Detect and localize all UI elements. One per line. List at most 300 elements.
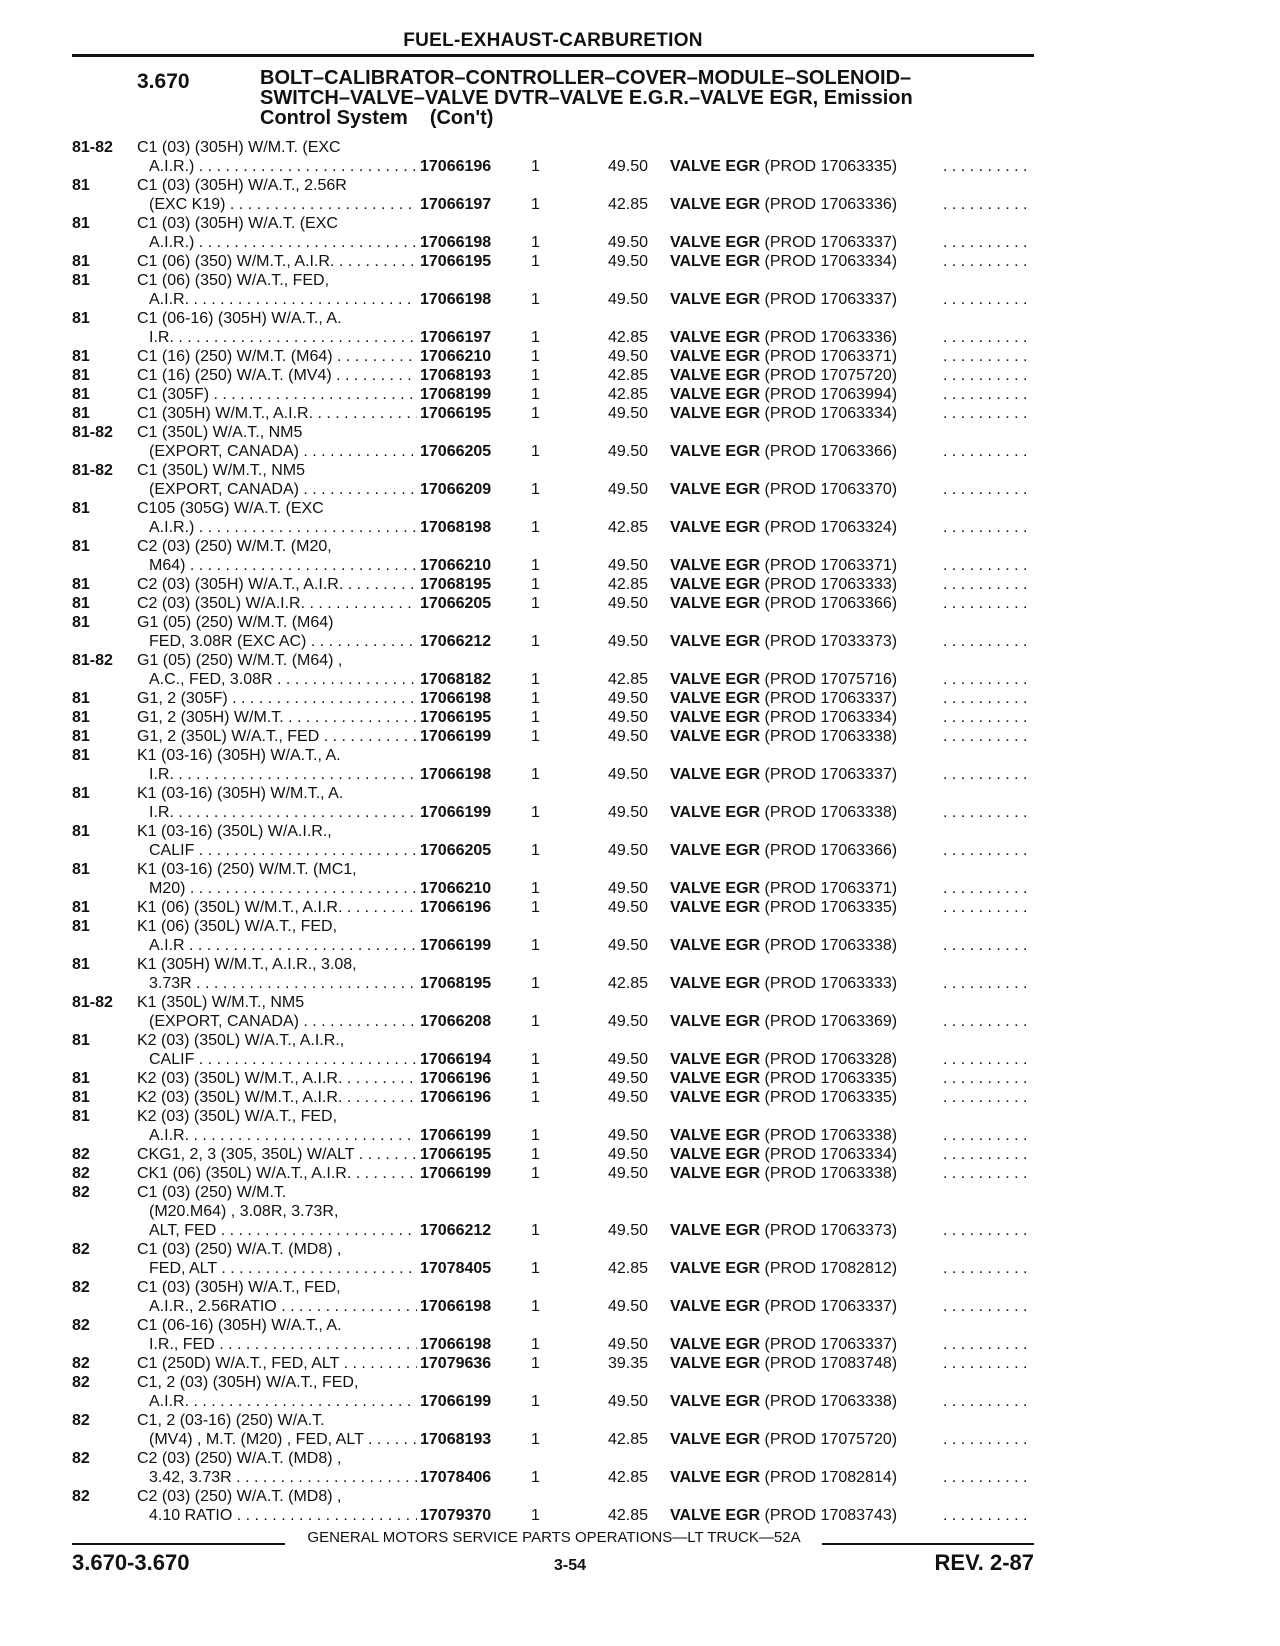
part-number: 17068198 xyxy=(420,519,492,536)
price: 49.50 xyxy=(607,1089,648,1106)
application-description: K1 (06) (350L) W/M.T., A.I.R. . . . xyxy=(137,898,417,917)
part-name: VALVE EGR xyxy=(670,728,761,745)
part-number: 17079370 xyxy=(420,1507,492,1524)
leader-dots xyxy=(943,518,1031,537)
leader-dots xyxy=(943,898,1031,917)
part-description xyxy=(670,1506,897,1525)
part-description xyxy=(670,518,897,537)
leader-dots xyxy=(943,1430,1031,1449)
model-year: 82 xyxy=(72,1355,90,1372)
model-year: 81 xyxy=(72,1070,90,1087)
application-description: A.I.R.) . . . xyxy=(149,157,417,176)
part-number: 17066210 xyxy=(420,880,492,897)
application-description: G1, 2 (350L) W/A.T., FED . . . xyxy=(137,727,417,746)
part-number: 17066199 xyxy=(420,1127,492,1144)
list-item xyxy=(0,784,1280,822)
list-item-line xyxy=(0,651,1280,670)
part-number: 17079636 xyxy=(420,1355,492,1372)
list-item xyxy=(0,1354,1280,1373)
model-year: 82 xyxy=(72,1374,90,1391)
list-item-line xyxy=(0,1145,1280,1164)
part-name: VALVE EGR xyxy=(670,234,761,251)
prod-reference: (PROD 17063373) xyxy=(764,1222,898,1239)
price: 42.85 xyxy=(607,671,648,688)
part-description xyxy=(670,157,897,176)
list-item xyxy=(0,708,1280,727)
application-description: A.I.R. . . . xyxy=(149,1126,417,1145)
price: 42.85 xyxy=(607,367,648,384)
prod-reference: (PROD 17063335) xyxy=(764,158,898,175)
application-description: CALIF . . . xyxy=(149,1050,417,1069)
leader-dots xyxy=(943,1221,1031,1240)
list-item-line xyxy=(0,803,1280,822)
application-description: I.R. . . . xyxy=(149,328,417,347)
quantity: 1 xyxy=(531,899,540,916)
model-year: 81 xyxy=(72,1108,90,1125)
list-item-line xyxy=(0,1392,1280,1411)
application-description: C1, 2 (03) (305H) W/A.T., FED, xyxy=(137,1374,359,1391)
part-description xyxy=(670,195,897,214)
group-title-line-2: SWITCH–VALVE–VALVE DVTR–VALVE E.G.R.–VALVE EGR, Emission xyxy=(260,87,913,109)
list-item-line xyxy=(0,1335,1280,1354)
prod-reference: (PROD 17075720) xyxy=(764,367,898,384)
quantity: 1 xyxy=(531,234,540,251)
list-item xyxy=(0,176,1280,214)
application-description: C1 (250D) W/A.T., FED, ALT . . . xyxy=(137,1354,417,1373)
footer-section-range: 3.670-3.670 xyxy=(72,1550,190,1575)
application-description: K2 (03) (350L) W/M.T., A.I.R. . . . xyxy=(137,1069,417,1088)
model-year: 81 xyxy=(72,709,90,726)
part-name: VALVE EGR xyxy=(670,709,761,726)
list-item xyxy=(0,955,1280,993)
list-item-line xyxy=(0,1069,1280,1088)
application-description: A.I.R., 2.56RATIO . . . xyxy=(149,1297,417,1316)
list-item-line xyxy=(0,252,1280,271)
leader-dots xyxy=(943,290,1031,309)
price: 49.50 xyxy=(607,1298,648,1315)
list-item-line xyxy=(0,841,1280,860)
part-name: VALVE EGR xyxy=(670,1051,761,1068)
application-description: C1 (350L) W/M.T., NM5 xyxy=(137,462,306,479)
quantity: 1 xyxy=(531,1507,540,1524)
prod-reference: (PROD 17063337) xyxy=(764,690,898,707)
part-name: VALVE EGR xyxy=(670,576,761,593)
part-description xyxy=(670,1012,897,1031)
prod-reference: (PROD 17082814) xyxy=(764,1469,898,1486)
application-description: C2 (03) (250) W/A.T. (MD8) , xyxy=(137,1450,342,1467)
part-number: 17068195 xyxy=(420,576,492,593)
application-description: C1 (03) (305H) W/M.T. (EXC xyxy=(137,139,341,156)
part-name: VALVE EGR xyxy=(670,975,761,992)
quantity: 1 xyxy=(531,1127,540,1144)
application-description: M20) . . . xyxy=(149,879,417,898)
part-description xyxy=(670,1297,897,1316)
leader-dots xyxy=(943,233,1031,252)
quantity: 1 xyxy=(531,386,540,403)
list-item-line xyxy=(0,176,1280,195)
part-number: 17066199 xyxy=(420,1393,492,1410)
model-year: 81 xyxy=(72,500,90,517)
prod-reference: (PROD 17075716) xyxy=(764,671,898,688)
leader-dots xyxy=(943,1392,1031,1411)
leader-dots xyxy=(943,480,1031,499)
part-description xyxy=(670,1430,897,1449)
part-name: VALVE EGR xyxy=(670,1393,761,1410)
part-name: VALVE EGR xyxy=(670,1165,761,1182)
model-year: 81 xyxy=(72,367,90,384)
part-number: 17066198 xyxy=(420,766,492,783)
part-number: 17066205 xyxy=(420,842,492,859)
group-title-line-3-text: Control System xyxy=(260,107,408,129)
group-title-continued: (Con't) xyxy=(429,107,494,129)
quantity: 1 xyxy=(531,443,540,460)
price: 49.50 xyxy=(607,557,648,574)
prod-reference: (PROD 17063366) xyxy=(764,595,898,612)
part-description xyxy=(670,404,897,423)
list-item-line xyxy=(0,1373,1280,1392)
list-item xyxy=(0,822,1280,860)
list-item-line xyxy=(0,917,1280,936)
part-description xyxy=(670,632,897,651)
part-number: 17066208 xyxy=(420,1013,492,1030)
list-item-line xyxy=(0,1012,1280,1031)
model-year: 81 xyxy=(72,177,90,194)
list-item-line xyxy=(0,271,1280,290)
price: 49.50 xyxy=(607,937,648,954)
list-item-line xyxy=(0,1031,1280,1050)
application-description: K1 (03-16) (305H) W/M.T., A. xyxy=(137,785,344,802)
part-number: 17066195 xyxy=(420,1146,492,1163)
list-item xyxy=(0,1316,1280,1354)
model-year: 81 xyxy=(72,253,90,270)
part-description xyxy=(670,1392,897,1411)
price: 42.85 xyxy=(607,196,648,213)
list-item-line xyxy=(0,727,1280,746)
model-year: 81 xyxy=(72,386,90,403)
model-year: 82 xyxy=(72,1450,90,1467)
price: 42.85 xyxy=(607,329,648,346)
leader-dots xyxy=(943,1468,1031,1487)
price: 49.50 xyxy=(607,766,648,783)
quantity: 1 xyxy=(531,1013,540,1030)
part-name: VALVE EGR xyxy=(670,557,761,574)
application-description: C1 (06) (350) W/A.T., FED, xyxy=(137,272,330,289)
list-item-line xyxy=(0,195,1280,214)
list-item-line xyxy=(0,1297,1280,1316)
part-name: VALVE EGR xyxy=(670,291,761,308)
price: 49.50 xyxy=(607,633,648,650)
application-description: (EXC K19) . . . xyxy=(149,195,417,214)
prod-reference: (PROD 17083743) xyxy=(764,1507,898,1524)
list-item-line xyxy=(0,1183,1280,1202)
part-description xyxy=(670,1354,897,1373)
price: 49.50 xyxy=(607,728,648,745)
application-description: (EXPORT, CANADA) . . . xyxy=(149,480,417,499)
quantity: 1 xyxy=(531,291,540,308)
quantity: 1 xyxy=(531,348,540,365)
application-description: (MV4) , M.T. (M20) , FED, ALT . . . xyxy=(149,1430,417,1449)
part-name: VALVE EGR xyxy=(670,348,761,365)
prod-reference: (PROD 17063336) xyxy=(764,329,898,346)
application-description: A.I.R.) . . . xyxy=(149,518,417,537)
price: 49.50 xyxy=(607,1127,648,1144)
list-item xyxy=(0,1278,1280,1316)
list-item-line xyxy=(0,746,1280,765)
part-name: VALVE EGR xyxy=(670,253,761,270)
application-description: I.R. . . . xyxy=(149,803,417,822)
prod-reference: (PROD 17063335) xyxy=(764,1070,898,1087)
list-item xyxy=(0,1240,1280,1278)
model-year: 81 xyxy=(72,348,90,365)
application-description: K1 (06) (350L) W/A.T., FED, xyxy=(137,918,338,935)
leader-dots xyxy=(943,841,1031,860)
list-item xyxy=(0,271,1280,309)
list-item-line xyxy=(0,556,1280,575)
quantity: 1 xyxy=(531,405,540,422)
part-number: 17066199 xyxy=(420,937,492,954)
list-item-line xyxy=(0,157,1280,176)
prod-reference: (PROD 17063334) xyxy=(764,405,898,422)
model-year: 81-82 xyxy=(72,462,113,479)
price: 49.50 xyxy=(607,595,648,612)
part-description xyxy=(670,727,897,746)
application-description: (EXPORT, CANADA) . . . xyxy=(149,1012,417,1031)
leader-dots xyxy=(943,1088,1031,1107)
header-rule xyxy=(72,54,1034,57)
prod-reference: (PROD 17063338) xyxy=(764,1127,898,1144)
quantity: 1 xyxy=(531,1260,540,1277)
part-name: VALVE EGR xyxy=(670,519,761,536)
quantity: 1 xyxy=(531,842,540,859)
quantity: 1 xyxy=(531,576,540,593)
model-year: 81 xyxy=(72,272,90,289)
model-year: 81 xyxy=(72,899,90,916)
footer-line xyxy=(72,1529,1034,1549)
part-number: 17066198 xyxy=(420,1336,492,1353)
leader-dots xyxy=(943,1164,1031,1183)
leader-dots xyxy=(943,328,1031,347)
part-number: 17066210 xyxy=(420,557,492,574)
quantity: 1 xyxy=(531,1336,540,1353)
prod-reference: (PROD 17063333) xyxy=(764,975,898,992)
price: 42.85 xyxy=(607,1431,648,1448)
list-item xyxy=(0,366,1280,385)
part-name: VALVE EGR xyxy=(670,1469,761,1486)
leader-dots xyxy=(943,765,1031,784)
list-item xyxy=(0,898,1280,917)
application-description: C1 (03) (250) W/M.T. xyxy=(137,1184,287,1201)
model-year: 81 xyxy=(72,747,90,764)
list-item xyxy=(0,613,1280,651)
leader-dots xyxy=(943,1354,1031,1373)
part-description xyxy=(670,1468,897,1487)
list-item-line xyxy=(0,1088,1280,1107)
application-description: G1, 2 (305H) W/M.T. . . . xyxy=(137,708,417,727)
list-item-line xyxy=(0,385,1280,404)
prod-reference: (PROD 17063334) xyxy=(764,1146,898,1163)
price: 49.50 xyxy=(607,709,648,726)
model-year: 81 xyxy=(72,310,90,327)
price: 49.50 xyxy=(607,443,648,460)
part-name: VALVE EGR xyxy=(670,443,761,460)
list-item-line xyxy=(0,1449,1280,1468)
part-number: 17066195 xyxy=(420,709,492,726)
list-item-line xyxy=(0,1259,1280,1278)
quantity: 1 xyxy=(531,671,540,688)
list-item xyxy=(0,727,1280,746)
prod-reference: (PROD 17063337) xyxy=(764,1298,898,1315)
price: 49.50 xyxy=(607,1013,648,1030)
part-number: 17068193 xyxy=(420,1431,492,1448)
application-description: C1 (16) (250) W/A.T. (MV4) . . . xyxy=(137,366,417,385)
part-name: VALVE EGR xyxy=(670,1355,761,1372)
part-description xyxy=(670,689,897,708)
part-description xyxy=(670,1126,897,1145)
prod-reference: (PROD 17063994) xyxy=(764,386,898,403)
part-number: 17066196 xyxy=(420,1089,492,1106)
leader-dots xyxy=(943,575,1031,594)
prod-reference: (PROD 17063371) xyxy=(764,557,898,574)
list-item-line xyxy=(0,347,1280,366)
quantity: 1 xyxy=(531,557,540,574)
application-description: C2 (03) (250) W/A.T. (MD8) , xyxy=(137,1488,342,1505)
application-description: K2 (03) (350L) W/M.T., A.I.R. . . . xyxy=(137,1088,417,1107)
application-description: A.I.R. . . . xyxy=(149,1392,417,1411)
quantity: 1 xyxy=(531,196,540,213)
part-number: 17066196 xyxy=(420,158,492,175)
model-year: 81-82 xyxy=(72,424,113,441)
footer-page-number: 3-54 xyxy=(553,1557,587,1574)
part-description xyxy=(670,594,897,613)
part-name: VALVE EGR xyxy=(670,804,761,821)
part-description xyxy=(670,1088,897,1107)
part-description xyxy=(670,385,897,404)
list-item-line xyxy=(0,1050,1280,1069)
price: 49.50 xyxy=(607,348,648,365)
part-number: 17066194 xyxy=(420,1051,492,1068)
list-item-line xyxy=(0,1278,1280,1297)
quantity: 1 xyxy=(531,1355,540,1372)
list-item xyxy=(0,689,1280,708)
prod-reference: (PROD 17075720) xyxy=(764,1431,898,1448)
part-description xyxy=(670,1069,897,1088)
application-description: C2 (03) (350L) W/A.I.R. . . . xyxy=(137,594,417,613)
leader-dots xyxy=(943,1012,1031,1031)
model-year: 81 xyxy=(72,576,90,593)
list-item-line xyxy=(0,1506,1280,1525)
prod-reference: (PROD 17063338) xyxy=(764,804,898,821)
application-description: A.I.R. . . . xyxy=(149,290,417,309)
part-number: 17066209 xyxy=(420,481,492,498)
application-description: C2 (03) (305H) W/A.T., A.I.R. . . . xyxy=(137,575,417,594)
model-year: 81 xyxy=(72,918,90,935)
part-number: 17066205 xyxy=(420,443,492,460)
list-item-line xyxy=(0,974,1280,993)
leader-dots xyxy=(943,1297,1031,1316)
part-name: VALVE EGR xyxy=(670,196,761,213)
model-year: 81 xyxy=(72,614,90,631)
part-description xyxy=(670,556,897,575)
prod-reference: (PROD 17063366) xyxy=(764,443,898,460)
quantity: 1 xyxy=(531,1165,540,1182)
leader-dots xyxy=(943,1506,1031,1525)
application-description: C1 (06) (350) W/M.T., A.I.R. . . . xyxy=(137,252,417,271)
application-description: CK1 (06) (350L) W/A.T., A.I.R. . . . xyxy=(137,1164,417,1183)
leader-dots xyxy=(943,727,1031,746)
prod-reference: (PROD 17063337) xyxy=(764,234,898,251)
application-description: K2 (03) (350L) W/A.T., A.I.R., xyxy=(137,1032,345,1049)
price: 49.50 xyxy=(607,899,648,916)
quantity: 1 xyxy=(531,1431,540,1448)
list-item xyxy=(0,252,1280,271)
leader-dots xyxy=(943,689,1031,708)
model-year: 81 xyxy=(72,538,90,555)
application-description: A.C., FED, 3.08R . . . xyxy=(149,670,417,689)
model-year: 81 xyxy=(72,215,90,232)
list-item-line xyxy=(0,499,1280,518)
list-item-line xyxy=(0,233,1280,252)
part-number: 17066195 xyxy=(420,253,492,270)
leader-dots xyxy=(943,252,1031,271)
list-item-line xyxy=(0,594,1280,613)
list-item xyxy=(0,594,1280,613)
part-name: VALVE EGR xyxy=(670,1013,761,1030)
leader-dots xyxy=(943,195,1031,214)
model-year: 81 xyxy=(72,1089,90,1106)
prod-reference: (PROD 17063338) xyxy=(764,1393,898,1410)
list-item xyxy=(0,138,1280,176)
application-description: C1 (350L) W/A.T., NM5 xyxy=(137,424,303,441)
application-description: C1 (06-16) (305H) W/A.T., A. xyxy=(137,310,342,327)
part-description xyxy=(670,974,897,993)
page-header: FUEL-EXHAUST-CARBURETION xyxy=(403,30,703,51)
price: 42.85 xyxy=(607,576,648,593)
list-item-line xyxy=(0,1468,1280,1487)
list-item-line xyxy=(0,879,1280,898)
prod-reference: (PROD 17063338) xyxy=(764,1165,898,1182)
application-description: (M20.M64) , 3.08R, 3.73R, xyxy=(149,1203,339,1220)
part-description xyxy=(670,670,897,689)
parts-list xyxy=(0,138,1280,1525)
leader-dots xyxy=(943,1126,1031,1145)
list-item xyxy=(0,347,1280,366)
application-description: 3.42, 3.73R . . . xyxy=(149,1468,417,1487)
leader-dots xyxy=(943,1335,1031,1354)
part-name: VALVE EGR xyxy=(670,1222,761,1239)
list-item-line xyxy=(0,290,1280,309)
list-item xyxy=(0,1031,1280,1069)
list-item-line xyxy=(0,613,1280,632)
application-description: C1 (06-16) (305H) W/A.T., A. xyxy=(137,1317,342,1334)
quantity: 1 xyxy=(531,1146,540,1163)
prod-reference: (PROD 17063337) xyxy=(764,291,898,308)
application-description: C2 (03) (250) W/M.T. (M20, xyxy=(137,538,332,555)
leader-dots xyxy=(943,1145,1031,1164)
part-number: 17066198 xyxy=(420,1298,492,1315)
list-item-line xyxy=(0,518,1280,537)
application-description: 3.73R . . . xyxy=(149,974,417,993)
application-description: I.R., FED . . . xyxy=(149,1335,417,1354)
part-name: VALVE EGR xyxy=(670,1298,761,1315)
price: 49.50 xyxy=(607,842,648,859)
list-item-line xyxy=(0,480,1280,499)
price: 49.50 xyxy=(607,690,648,707)
part-name: VALVE EGR xyxy=(670,367,761,384)
prod-reference: (PROD 17063370) xyxy=(764,481,898,498)
part-name: VALVE EGR xyxy=(670,158,761,175)
price: 42.85 xyxy=(607,1469,648,1486)
part-description xyxy=(670,290,897,309)
